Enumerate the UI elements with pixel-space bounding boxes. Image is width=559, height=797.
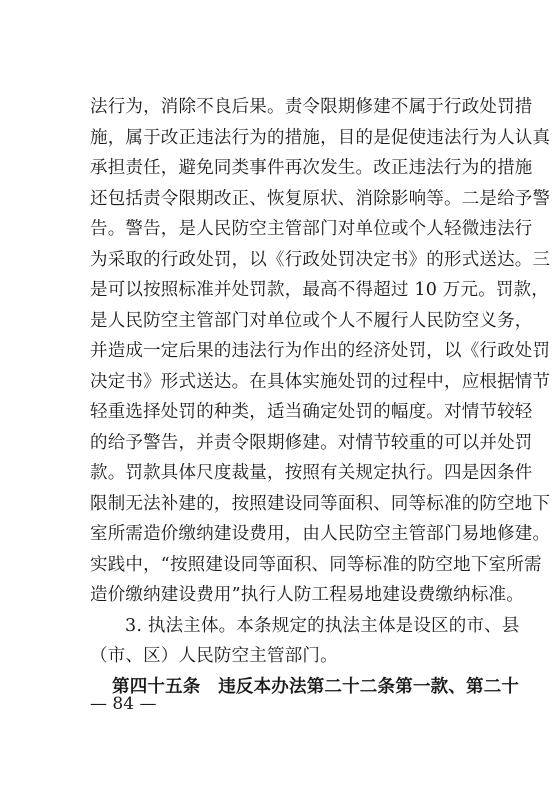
text-line: 室所需造价缴纳建设费用，由人民防空主管部门易地修建。 xyxy=(90,524,551,544)
text-line: 限制无法补建的，按照建设同等面积、同等标准的防空地下 xyxy=(90,493,551,514)
text-line: 实践中，“按照建设同等面积、同等标准的防空地下室所需 xyxy=(90,554,542,575)
text-line: 施，属于改正违法行为的措施，目的是促使违法行为人认真 xyxy=(90,127,551,148)
text-line: （市、区）人民防空主管部门。 xyxy=(90,646,338,666)
text-line: 是可以按照标准并处罚款，最高不得超过 10 万元。罚款， xyxy=(90,280,549,300)
text-line: 决定书》形式送达。在具体实施处罚的过程中，应根据情节 xyxy=(90,371,551,392)
text-line: 款。罚款具体尺度裁量，按照有关规定执行。四是因条件 xyxy=(90,463,533,483)
text-line: 还包括责令限期改正、恢复原状、消除影响等。二是给予警 xyxy=(90,188,551,209)
text-line: 3. 执法主体。本条规定的执法主体是设区的市、县 xyxy=(125,615,520,636)
text-line: 法行为，消除不良后果。责令限期修建不属于行政处罚措 xyxy=(90,97,533,117)
text-line: 的给予警告，并责令限期修建。对情节较重的可以并处罚 xyxy=(90,432,533,453)
text-line: 轻重选择处罚的种类，适当确定处罚的幅度。对情节较轻 xyxy=(90,402,533,422)
page-number: — 84 — xyxy=(90,694,157,714)
text-line: 并造成一定后果的违法行为作出的经济处罚，以《行政处罚 xyxy=(90,341,551,361)
text-line: 是人民防空主管部门对单位或个人不履行人民防空义务， xyxy=(90,310,533,331)
text-line: 告。警告，是人民防空主管部门对单位或个人轻微违法行 xyxy=(90,219,533,239)
text-line: 造价缴纳建设费用”执行人防工程易地建设费缴纳标准。 xyxy=(90,585,524,605)
text-line: 承担责任，避免同类事件再次发生。改正违法行为的措施 xyxy=(90,158,533,178)
body-text xyxy=(90,92,551,702)
article-heading: 第四十五条 违反本办法第二十二条第一款、第二十 xyxy=(112,676,520,697)
text-line: 为采取的行政处罚，以《行政处罚决定书》的形式送达。三 xyxy=(90,249,551,270)
